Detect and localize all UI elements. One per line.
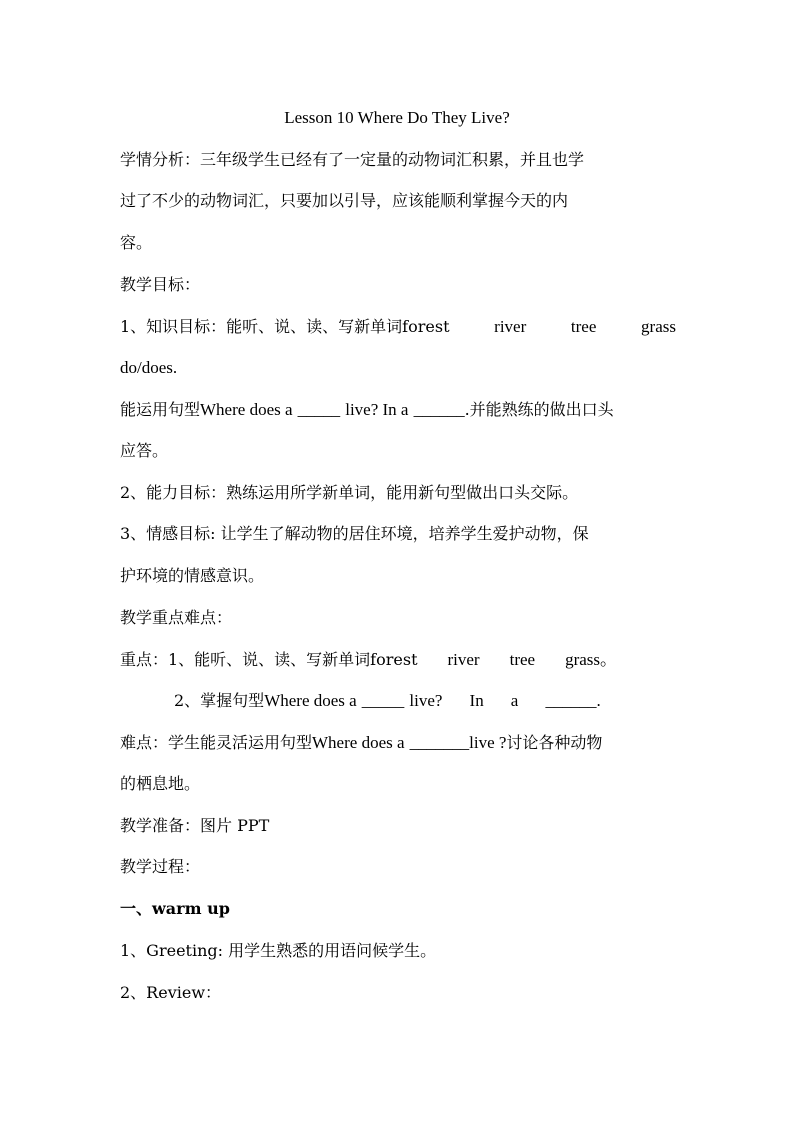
objective-3-line-1: 3、情感目标: 让学生了解动物的居住环境，培养学生爱护动物，保 — [120, 524, 589, 543]
keypoint-word-river: river — [447, 650, 480, 669]
word-grass: grass — [641, 317, 676, 336]
sentence-pattern-line — [120, 398, 676, 422]
process-heading: 教学过程： — [120, 857, 201, 876]
keypoint-2-en-4: a — [510, 691, 519, 710]
keypoint-2-blank-1: _____ — [361, 691, 405, 710]
objective-1-line — [120, 315, 676, 339]
keypoint-word-grass: grass。 — [565, 650, 618, 669]
keypoint-2-en-2: live? — [409, 691, 443, 710]
sentence-blank-1: _____ — [297, 400, 341, 419]
difficulty-blank: _______ — [409, 733, 470, 752]
keypoint-2-en-1: Where does a — [264, 691, 357, 710]
objectives-heading: 教学目标： — [120, 275, 201, 294]
keypoint-1-line — [120, 648, 676, 672]
sentence-blank-2: ______ — [413, 400, 465, 419]
difficulty-cn-2: 讨论各种动物 — [506, 733, 603, 752]
keypoint-2-line — [174, 689, 730, 713]
section-warm-up: 一、warm up — [120, 899, 230, 918]
difficulty-en-2: live ? — [469, 733, 507, 752]
word-river: river — [494, 317, 527, 336]
keypoint-word-tree: tree — [509, 650, 536, 669]
analysis-line-1: 学情分析：三年级学生已经有了一定量的动物词汇积累，并且也学 — [120, 150, 585, 169]
objective-1-prefix: 1、知识目标：能听、说、读、写新单词forest — [120, 317, 450, 336]
step-greeting: 1、Greeting: 用学生熟悉的用语问候学生。 — [120, 941, 437, 960]
keypoint-2-end: . — [596, 691, 601, 710]
sentence-pattern-line-2: 应答。 — [120, 441, 169, 460]
keypoint-1-prefix: 重点：1、能听、说、读、写新单词forest — [120, 650, 418, 669]
difficulty-en-1: Where does a — [312, 733, 405, 752]
difficulty-line-2: 的栖息地。 — [120, 774, 201, 793]
objective-2: 2、能力目标：熟练运用所学新单词，能用新句型做出口头交际。 — [120, 483, 579, 502]
analysis-line-2: 过了不少的动物词汇，只要加以引导，应该能顺利掌握今天的内 — [120, 191, 569, 210]
keypoint-2-en-3: In — [469, 691, 484, 710]
keypoint-2-prefix: 2、掌握句型 — [174, 691, 265, 710]
word-tree: tree — [570, 317, 597, 336]
lesson-title: Lesson 10 Where Do They Live? — [284, 108, 510, 127]
step-review: 2、Review： — [120, 983, 222, 1002]
sentence-en-2: live? In a — [345, 400, 409, 419]
teaching-preparation: 教学准备：图片 PPT — [120, 816, 270, 835]
objective-3-line-2: 护环境的情感意识。 — [120, 566, 265, 585]
keypoint-2-blank-2: ______ — [545, 691, 597, 710]
difficulty-line — [120, 731, 676, 755]
difficulty-cn-1: 难点：学生能灵活运用句型 — [120, 733, 313, 752]
keypoints-heading: 教学重点难点： — [120, 608, 233, 627]
sentence-en-1: Where does a — [200, 400, 293, 419]
objective-1-line-2: do/does. — [120, 358, 178, 377]
sentence-cn-1: 能运用句型 — [120, 400, 201, 419]
analysis-line-3: 容。 — [120, 233, 153, 252]
sentence-cn-2: .并能熟练的做出口头 — [464, 400, 614, 419]
